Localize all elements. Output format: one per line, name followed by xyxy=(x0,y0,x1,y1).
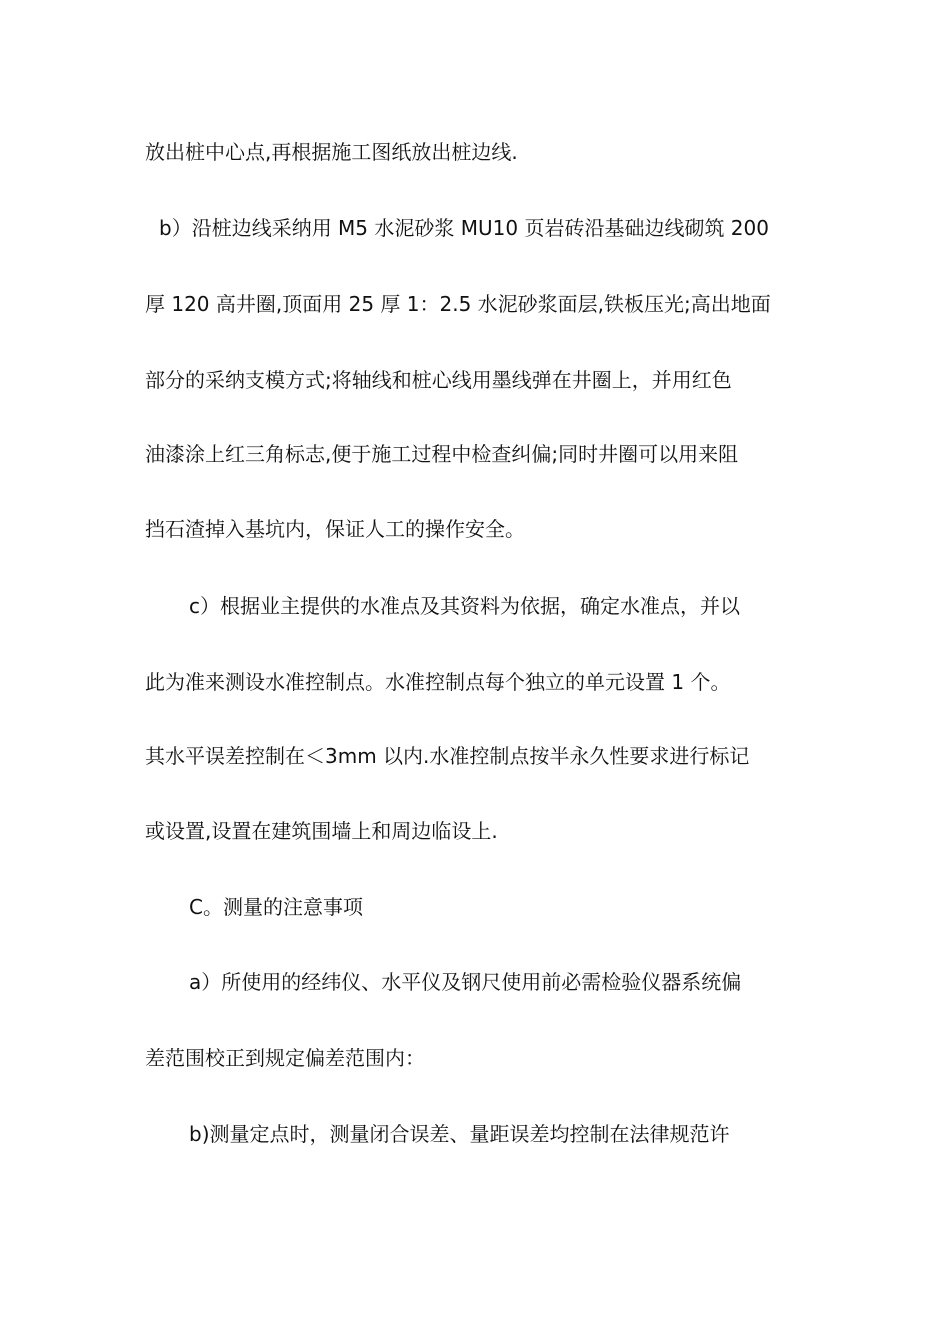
text-line: c）根据业主提供的水准点及其资料为依据，确定水准点，并以 xyxy=(189,594,740,618)
section-heading: C。测量的注意事项 xyxy=(189,895,363,919)
text-line: 差范围校正到规定偏差范围内： xyxy=(145,1046,425,1070)
text-line: 或设置,设置在建筑围墙上和周边临设上. xyxy=(145,819,498,843)
text-line: 其水平误差控制在＜3mm 以内.水准控制点按半永久性要求进行标记 xyxy=(145,744,750,768)
text-line: b）沿桩边线采纳用 M5 水泥砂浆 MU10 页岩砖沿基础边线砌筑 200 xyxy=(159,216,769,240)
text-line: b)测量定点时，测量闭合误差、量距误差均控制在法律规范许 xyxy=(189,1122,730,1146)
text-line: a）所使用的经纬仪、水平仪及钢尺使用前必需检验仪器系统偏 xyxy=(189,970,742,994)
text-line: 厚 120 高井圈,顶面用 25 厚 1：2.5 水泥砂浆面层,铁板压光;高出地面 xyxy=(145,292,771,316)
text-line: 油漆涂上红三角标志,便于施工过程中检查纠偏;同时井圈可以用来阻 xyxy=(145,442,739,466)
text-line: 挡石渣掉入基坑内，保证人工的操作安全。 xyxy=(145,517,525,541)
text-line: 部分的采纳支模方式;将轴线和桩心线用墨线弹在井圈上，并用红色 xyxy=(145,368,732,392)
text-line: 此为准来测设水准控制点。水准控制点每个独立的单元设置 1 个。 xyxy=(145,670,731,694)
text-line: 放出桩中心点,再根据施工图纸放出桩边线. xyxy=(145,140,518,164)
